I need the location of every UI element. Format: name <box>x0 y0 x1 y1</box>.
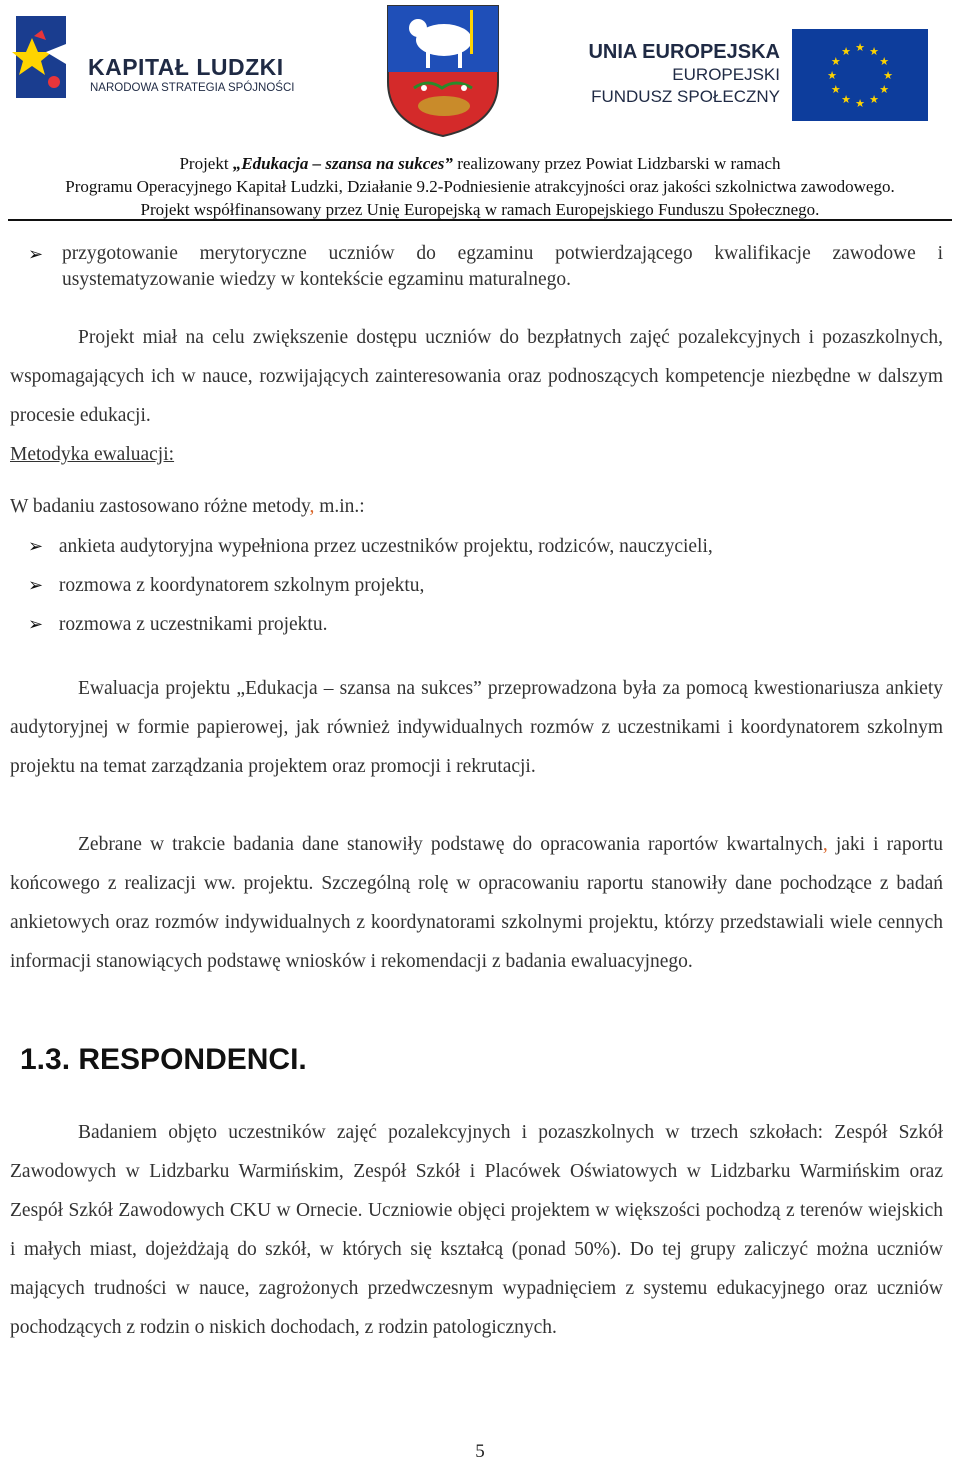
method-intro-comma: , <box>309 496 315 517</box>
eu-star-icon: ★ <box>830 84 841 96</box>
eu-star-icon: ★ <box>869 94 879 107</box>
respondents-paragraph: Badaniem objęto uczestników zajęć pozalekcyjnych i pozaszkolnych w trzech szkołach: Zespół Szkół Zawodowych w Lidzbarku Warmińskim, Zespół Szkół i Placówek Oświatowych w Lidzbarku Warmińskim oraz Zespół Szkół Zawodowych CKU w Ornecie. Uczniowie objęci projektem w większości pochodzą z terenów wiejskich i małych miast, dojeżdżają do szkół, w których się kształcą (ponad 50%). Do tej grupy zaliczyć można uczniów mających trudności w nauce, zagrożonych przedwczesnym wypadnięciem z systemu edukacyjnego oraz uczniów pochodzących z rodzin o niskich dochodach, z rodzin patologicznych. <box>10 1122 943 1338</box>
page-number: 5 <box>475 1441 485 1462</box>
method-intro-text: W badaniu zastosowano różne metody <box>10 496 310 517</box>
eu-flag-icon <box>792 29 928 121</box>
method-list <box>28 527 713 644</box>
page-header <box>0 0 960 222</box>
method-heading <box>10 435 943 474</box>
eu-star-icon: ★ <box>883 70 893 82</box>
list-item-text: rozmowa z koordynatorem szkolnym projektu, <box>58 575 425 596</box>
list-item <box>28 527 713 566</box>
eu-star-icon: ★ <box>879 84 890 96</box>
project-info-line-1 <box>0 152 960 175</box>
data-paragraph-text: Zebrane w trakcie badania dane stanowiły podstawę do opracowania raportów kwartalnych <box>78 834 823 855</box>
eu-line-3: FUNDUSZ SPOŁECZNY <box>591 87 780 106</box>
evaluation-paragraph: Ewaluacja projektu „Edukacja – szansa na sukces” przeprowadzona była za pomocą kwestionariusza ankiety audytoryjnej w formie papierowej, jak również indywidualnych rozmów z uczestnikami i koordynatorem szkolnym projektu na temat zarządzania projektem oraz promocji i rekrutacji. <box>10 678 943 777</box>
eu-star-icon: ★ <box>830 56 841 68</box>
eu-star-icon: ★ <box>827 70 837 82</box>
kapital-ludzki-star-icon <box>6 12 86 112</box>
project-info-line-3: Projekt współfinansowany przez Unię Europejską w ramach Europejskiego Funduszu Społecznego. <box>140 200 820 219</box>
arrow-bullet-icon: ➢ <box>28 575 44 595</box>
project-title: „Edukacja – szansa na sukces” <box>232 154 453 173</box>
arrow-bullet-icon: ➢ <box>28 614 44 634</box>
arrow-bullet-icon: ➢ <box>28 244 44 264</box>
arrow-bullet-icon: ➢ <box>28 536 44 556</box>
kapital-ludzki-title: KAPITAŁ LUDZKI <box>88 54 284 80</box>
project-info <box>0 152 960 221</box>
list-item <box>28 566 713 605</box>
eu-line-2: EUROPEJSKI <box>672 65 780 84</box>
data-paragraph-rest: jaki i raportu końcowego z realizacji ww. projektu. Szczególną rolę w opracowaniu raportu stanowiły dane pochodzące z badań ankietowych oraz rozmów indywidualnych z koordynatorami szkolnymi projektu, którzy przedstawiali wiele cennych informacji stanowiących podstawę wniosków i rekomendacji z badania ewaluacyjnego. <box>10 834 943 972</box>
data-paragraph <box>10 825 943 981</box>
list-item-text: rozmowa z uczestnikami projektu. <box>58 614 328 635</box>
project-info-line-2: Programu Operacyjnego Kapitał Ludzki, Działanie 9.2-Podniesienie atrakcyjności oraz jakości szkolnictwa zawodowego. <box>65 177 895 196</box>
project-info-suffix: realizowany przez Powiat Lidzbarski w ramach <box>452 154 781 173</box>
method-intro <box>10 487 943 526</box>
header-divider <box>8 219 952 221</box>
eu-star-icon: ★ <box>855 42 865 54</box>
method-intro-suffix: m.in.: <box>314 496 365 517</box>
eu-star-icon: ★ <box>855 98 865 110</box>
kapital-ludzki-subtitle: NARODOWA STRATEGIA SPÓJNOŚCI <box>90 82 295 94</box>
project-info-prefix: Projekt <box>179 154 233 173</box>
eu-star-icon: ★ <box>879 56 890 68</box>
goal-bullet-text: przygotowanie merytoryczne uczniów do egzaminu potwierdzającego kwalifikacje zawodowe i usystematyzowanie wiedzy w kontekście egzaminu maturalnego. <box>62 243 943 290</box>
county-crest-icon <box>384 2 502 138</box>
goal-bullet <box>28 241 943 293</box>
eu-fund-label <box>560 40 780 108</box>
method-heading-text: Metodyka ewaluacji: <box>10 444 175 465</box>
eu-line-1: UNIA EUROPEJSKA <box>588 41 780 63</box>
section-heading: 1.3. RESPONDENCI. <box>20 1043 307 1076</box>
list-item-text: ankieta audytoryjna wypełniona przez uczestników projektu, rodziców, nauczycieli, <box>58 536 713 557</box>
goal-paragraph: Projekt miał na celu zwiększenie dostępu uczniów do bezpłatnych zajęć pozalekcyjnych i pozaszkolnych, wspomagających ich w nauce, rozwijających zainteresowania oraz podnoszących kompetencje niezbędne w dalszym procesie edukacji. <box>10 327 943 426</box>
eu-star-icon: ★ <box>841 45 851 58</box>
eu-star-icon: ★ <box>841 94 851 107</box>
data-paragraph-comma: , <box>822 834 828 855</box>
kapital-ludzki-logo <box>6 12 306 112</box>
eu-star-icon: ★ <box>869 45 879 58</box>
list-item <box>28 605 713 644</box>
